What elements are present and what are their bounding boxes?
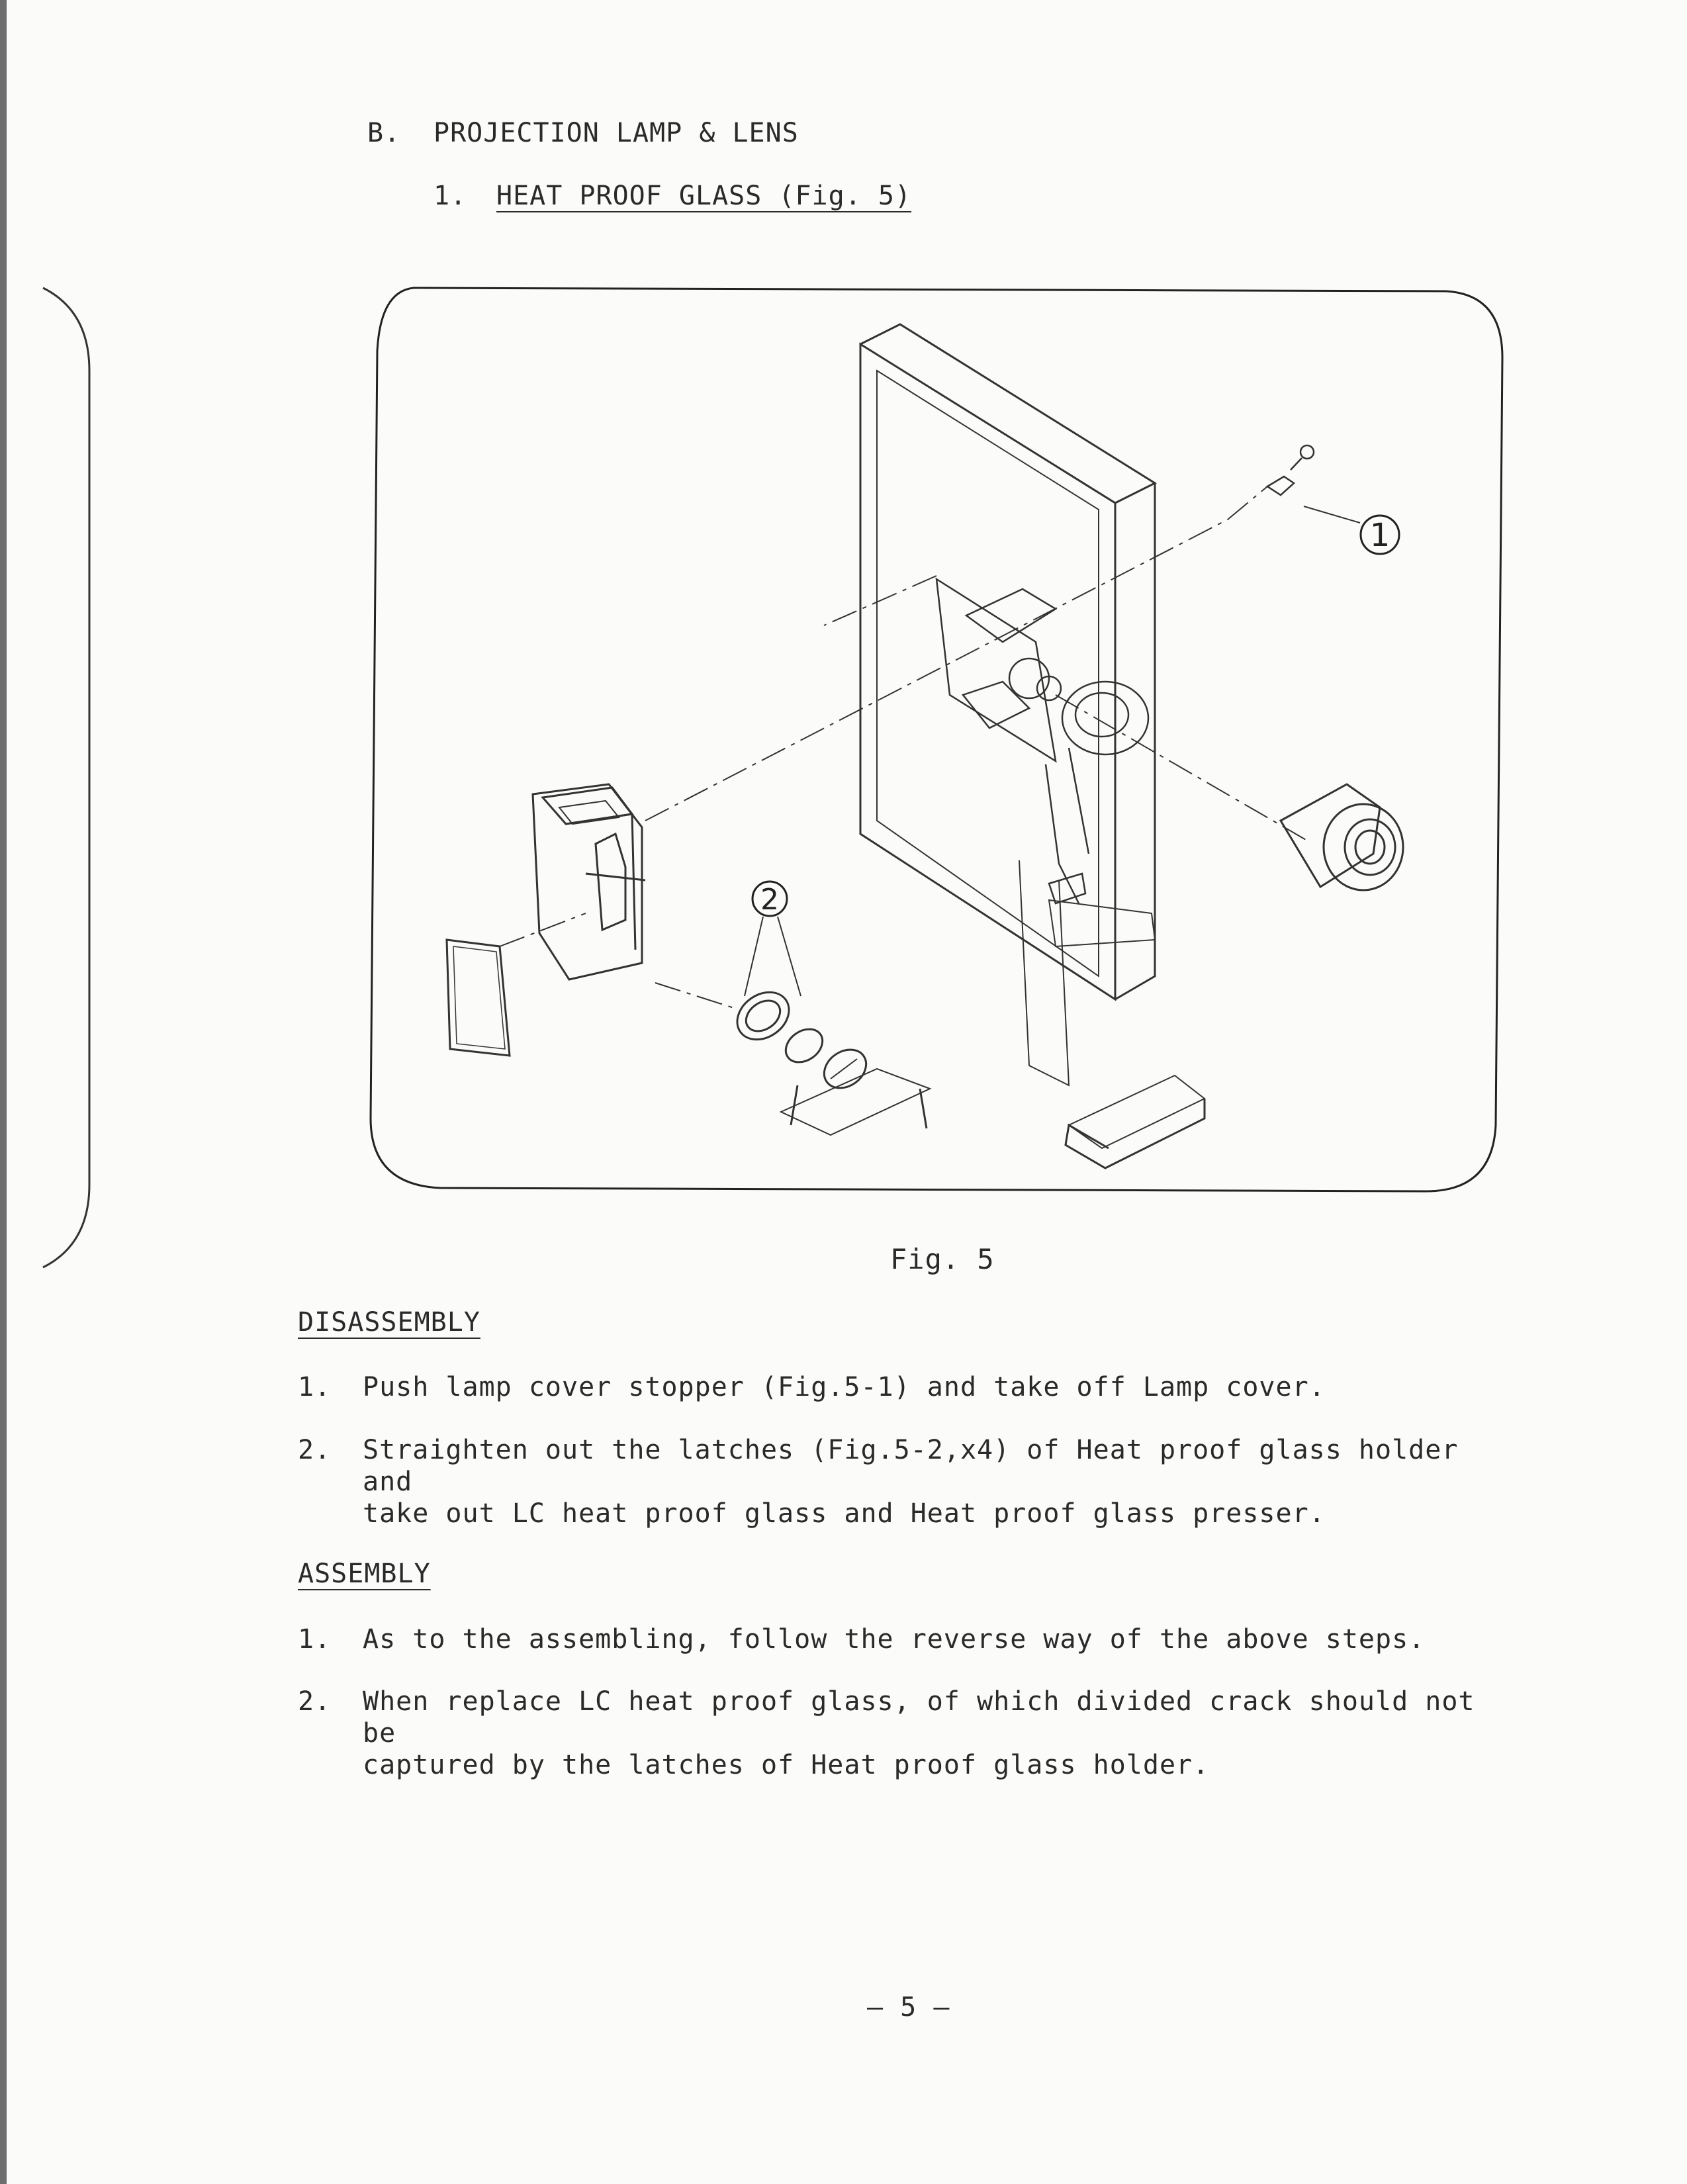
step-number: 2. bbox=[298, 1686, 332, 1717]
svg-text:2: 2 bbox=[760, 883, 779, 917]
fastener-screw bbox=[1267, 445, 1314, 495]
scan-edge bbox=[0, 0, 7, 2184]
disassembly-heading: DISASSEMBLY bbox=[298, 1307, 480, 1338]
subsection-title: HEAT PROOF GLASS (Fig. 5) bbox=[496, 181, 912, 211]
figure-caption: Fig. 5 bbox=[890, 1243, 995, 1275]
figure-frame bbox=[371, 288, 1502, 1191]
exploded-view-lines bbox=[500, 486, 1307, 1009]
callout-2 bbox=[745, 882, 801, 996]
mechanism bbox=[936, 579, 1148, 903]
callout-1 bbox=[1304, 506, 1399, 554]
svg-text:1: 1 bbox=[1369, 517, 1391, 554]
step-number: 1. bbox=[298, 1624, 332, 1655]
step-number: 2. bbox=[298, 1435, 332, 1465]
assembly-heading: ASSEMBLY bbox=[298, 1559, 431, 1589]
section-title: PROJECTION LAMP & LENS bbox=[433, 118, 799, 148]
page-number: — 5 — bbox=[867, 1992, 950, 2023]
step-number: 1. bbox=[298, 1372, 332, 1402]
step-text: As to the assembling, follow the reverse way of the above steps. bbox=[363, 1624, 1426, 1655]
step-text: When replace LC heat proof glass, of which divided crack should not be captured by the latches of Heat proof glass holder. bbox=[363, 1686, 1475, 1780]
section-letter: B. bbox=[367, 118, 401, 148]
lamp-cover bbox=[533, 784, 645, 979]
heat-proof-glass-plate bbox=[447, 940, 510, 1056]
subsection-number: 1. bbox=[433, 181, 467, 211]
step-text: Straighten out the latches (Fig.5-2,x4) of Heat proof glass holder and take out LC heat proof glass and Heat proof glass presser. bbox=[363, 1435, 1459, 1529]
lens bbox=[1281, 784, 1403, 890]
step-text: Push lamp cover stopper (Fig.5-1) and take off Lamp cover. bbox=[363, 1372, 1326, 1402]
binder-curve bbox=[40, 285, 99, 1271]
glass-holder-parts bbox=[728, 983, 874, 1096]
projector-body bbox=[781, 324, 1205, 1168]
exploded-view-figure bbox=[367, 285, 1506, 1195]
